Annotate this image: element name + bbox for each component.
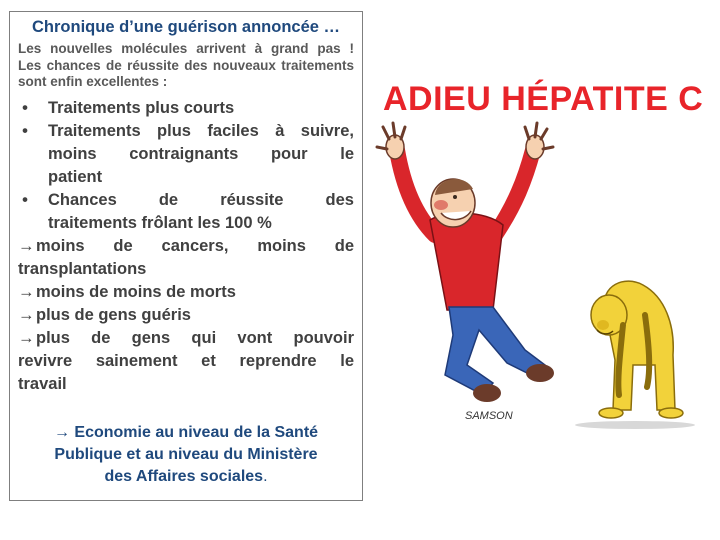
bullet-text: Chances de réussite des bbox=[48, 190, 354, 209]
hepatitis-virus-figure bbox=[575, 281, 695, 429]
bullet-dot-icon: • bbox=[22, 121, 28, 140]
arrow-right-icon: → bbox=[18, 282, 35, 301]
jumping-man bbox=[377, 123, 554, 402]
consequence-text: moins de moins de morts bbox=[36, 282, 236, 301]
consequence-text: travail bbox=[18, 374, 67, 393]
consequence-item bbox=[18, 327, 354, 396]
consequence-text: transplantations bbox=[18, 259, 147, 278]
arrow-right-icon: → bbox=[53, 423, 75, 441]
intro-line: Les nouvelles molécules arrivent à grand pas ! bbox=[18, 41, 354, 56]
arrow-right-icon: → bbox=[18, 236, 35, 255]
panel-title: Chronique d’une guérison annoncée … bbox=[32, 18, 341, 36]
consequence-item bbox=[18, 235, 354, 281]
bullet-dot-icon: • bbox=[22, 98, 28, 117]
conclusion bbox=[18, 422, 354, 488]
consequence-item bbox=[18, 304, 354, 327]
conclusion-text: Publique et au niveau du Ministère bbox=[54, 445, 318, 463]
consequence-item bbox=[18, 281, 354, 304]
conclusion-text: Economie au niveau de la Santé bbox=[74, 423, 319, 441]
conclusion-period: . bbox=[263, 467, 268, 485]
bullet-text: Traitements plus courts bbox=[48, 98, 235, 117]
artist-signature: SAMSON bbox=[465, 410, 513, 422]
text-panel bbox=[9, 11, 363, 501]
bullet-text: patient bbox=[48, 167, 103, 186]
consequence-text: revivre sainement et reprendre le bbox=[18, 351, 354, 370]
consequence-text: plus de gens qui vont pouvoir bbox=[36, 328, 354, 347]
headline: ADIEU HÉPATITE C bbox=[383, 80, 704, 118]
cartoon-illustration bbox=[375, 125, 695, 422]
bullet-text: traitements frôlant les 100 % bbox=[48, 213, 272, 232]
arrow-right-icon: → bbox=[18, 328, 35, 347]
bullet-item bbox=[18, 97, 354, 120]
intro-paragraph bbox=[18, 41, 354, 91]
conclusion-text: des Affaires sociales bbox=[104, 467, 264, 485]
intro-line: sont enfin excellentes : bbox=[18, 74, 168, 89]
bullet-dot-icon: • bbox=[22, 190, 28, 209]
arrow-right-icon: → bbox=[18, 305, 35, 324]
bullet-text: Traitements plus faciles à suivre, bbox=[48, 121, 354, 140]
consequence-text: moins de cancers, moins de bbox=[36, 236, 354, 255]
intro-line: Les chances de réussite des nouveaux traitements bbox=[18, 57, 354, 73]
bullet-item bbox=[18, 120, 354, 189]
consequence-text: plus de gens guéris bbox=[36, 305, 191, 324]
bullet-list bbox=[18, 97, 354, 235]
bullet-text: moins contraignants pour le bbox=[48, 144, 354, 163]
consequence-list bbox=[18, 235, 354, 396]
bullet-item bbox=[18, 189, 354, 235]
